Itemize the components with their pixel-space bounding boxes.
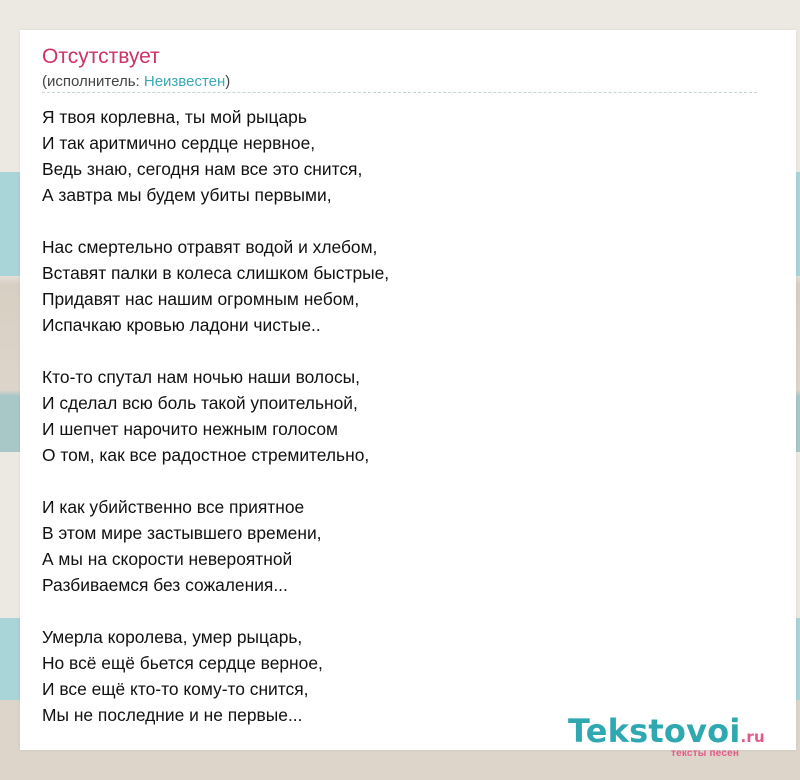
lyric-line: И сделал всю боль такой упоительной, (42, 393, 358, 413)
lyric-line: И как убийственно все приятное (42, 497, 305, 517)
song-subtitle (42, 72, 230, 92)
lyric-line: Испачкаю кровью ладони чистые.. (42, 315, 321, 335)
logo-tagline: тексты песен (671, 748, 740, 759)
lyrics-text (42, 104, 389, 754)
lyric-line: И все ещё кто-то кому-то снится, (42, 679, 309, 699)
lyric-line: Умерла королева, умер рыцарь, (42, 627, 303, 647)
lyric-line: И шепчет нарочито нежным голосом (42, 419, 338, 439)
lyric-line: Но всё ещё бьется сердце верное, (42, 653, 323, 673)
artist-suffix: ) (225, 73, 231, 90)
lyric-line: А завтра мы будем убиты первыми, (42, 185, 332, 205)
lyrics-stanza (42, 624, 389, 728)
lyric-line: Вставят палки в колеса слишком быстрые, (42, 263, 390, 283)
artist-link[interactable]: Неизвестен (143, 73, 226, 90)
artist-prefix: (исполнитель: (42, 73, 144, 90)
lyric-line: Разбиваемся без сожаления... (42, 575, 288, 595)
site-logo[interactable] (568, 712, 765, 759)
lyrics-card (20, 30, 796, 759)
lyric-line: Кто-то спутал нам ночью наши волосы, (42, 367, 360, 387)
divider (42, 92, 757, 93)
lyric-line: И так аритмично сердце нервное, (42, 133, 316, 153)
lyrics-stanza (42, 364, 389, 468)
lyrics-stanza (42, 104, 389, 208)
lyric-line: О том, как все радостное стремительно, (42, 445, 370, 465)
lyric-line: Придавят нас нашим огромным небом, (42, 289, 360, 309)
lyrics-stanza (42, 234, 389, 338)
logo-tld: .ru (740, 728, 765, 746)
song-title: Отсутствует (42, 45, 160, 68)
lyric-line: А мы на скорости невероятной (42, 549, 293, 569)
lyrics-stanza (42, 494, 389, 598)
lyric-line: Я твоя корлевна, ты мой рыцарь (42, 107, 307, 127)
lyric-line: Ведь знаю, сегодня нам все это снится, (42, 159, 363, 179)
lyric-line: В этом мире застывшего времени, (42, 523, 322, 543)
logo-name: Tekstovoi (568, 712, 741, 750)
lyric-line: Мы не последние и не первые... (42, 705, 303, 725)
lyric-line: Нас смертельно отравят водой и хлебом, (42, 237, 378, 257)
